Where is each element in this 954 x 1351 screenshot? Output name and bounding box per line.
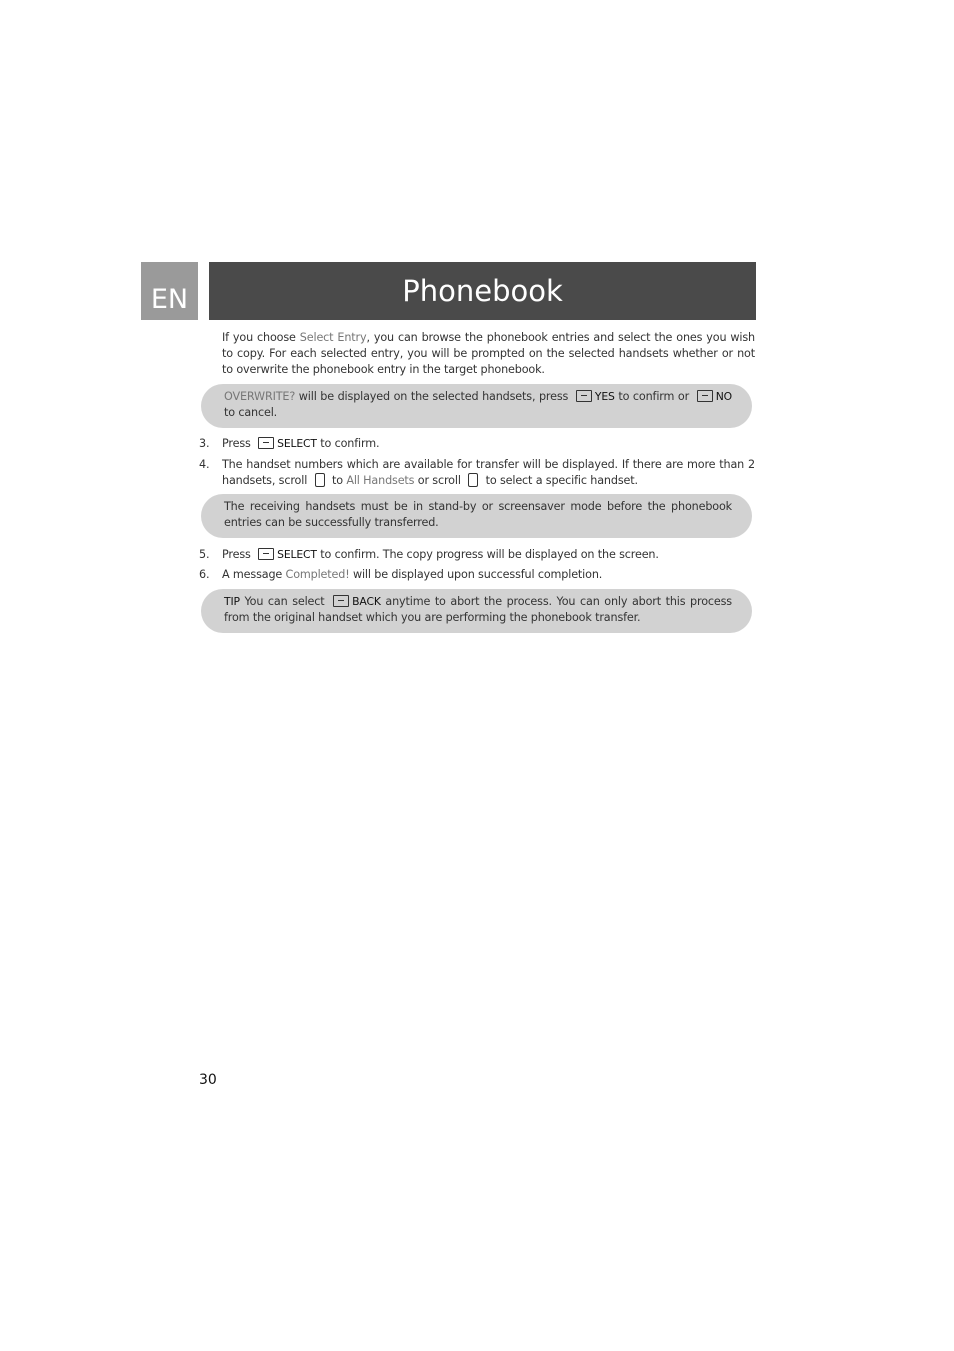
all-handsets-term: All Handsets bbox=[346, 474, 415, 487]
step-number: 5. bbox=[199, 548, 210, 561]
tip-text: anytime to abort the process. You can only abort this process from the original handset which you are performing the phonebook transfer. bbox=[224, 595, 732, 624]
step-text: will be displayed upon successful completion. bbox=[349, 568, 603, 581]
overwrite-term: OVERWRITE? bbox=[224, 390, 296, 403]
language-label: EN bbox=[150, 284, 189, 315]
yes-key-label: YES bbox=[594, 390, 615, 403]
note-text: to cancel. bbox=[224, 406, 278, 419]
step-text: A message bbox=[222, 568, 286, 581]
step-4 bbox=[199, 457, 755, 491]
step-body bbox=[222, 547, 755, 563]
navigation-key-icon bbox=[315, 473, 325, 487]
overwrite-note bbox=[201, 384, 752, 428]
step-text: Press bbox=[222, 548, 255, 561]
step-text: The handset numbers which are available for transfer will be displayed. If there are more than 2 handsets, scroll bbox=[222, 458, 755, 487]
step-text: or scroll bbox=[414, 474, 465, 487]
step-text: to confirm. The copy progress will be displayed on the screen. bbox=[316, 548, 659, 561]
tip-note bbox=[201, 589, 752, 633]
page-title: Phonebook bbox=[402, 274, 563, 308]
note-text: to confirm or bbox=[614, 390, 693, 403]
completed-term: Completed! bbox=[285, 568, 350, 581]
select-key-label: SELECT bbox=[277, 437, 317, 450]
tip-label: TIP bbox=[224, 595, 240, 608]
intro-paragraph bbox=[222, 330, 755, 378]
step-number: 4. bbox=[199, 458, 210, 471]
intro-text-start: If you choose bbox=[222, 331, 300, 344]
no-key-label: NO bbox=[715, 390, 732, 403]
step-body bbox=[222, 567, 755, 583]
soft-key-icon bbox=[697, 390, 713, 402]
language-tab bbox=[141, 262, 198, 320]
step-text: to bbox=[328, 474, 347, 487]
step-text: to select a specific handset. bbox=[482, 474, 638, 487]
tip-text: You can select bbox=[239, 595, 330, 608]
step-number: 3. bbox=[199, 437, 210, 450]
page-title-bar bbox=[209, 262, 756, 320]
soft-key-icon bbox=[258, 548, 274, 560]
step-text: to confirm. bbox=[316, 437, 380, 450]
standby-note bbox=[201, 494, 752, 538]
page-number: 30 bbox=[199, 1072, 217, 1088]
step-body bbox=[222, 457, 755, 489]
select-key-label: SELECT bbox=[277, 548, 317, 561]
back-key-label: BACK bbox=[352, 595, 381, 608]
intro-text-end: , you can browse the phonebook entries and select the ones you wish to copy. For each selected entry, you will be prompted on the selected handsets whether or not to overwrite the phonebook entry in the target phonebook. bbox=[222, 331, 755, 376]
soft-key-icon bbox=[576, 390, 592, 402]
step-text: Press bbox=[222, 437, 255, 450]
step-number: 6. bbox=[199, 568, 210, 581]
select-entry-term: Select Entry bbox=[299, 331, 367, 344]
soft-key-icon bbox=[333, 595, 349, 607]
navigation-key-icon bbox=[468, 473, 478, 487]
soft-key-icon bbox=[258, 437, 274, 449]
note-text: The receiving handsets must be in stand-by or screensaver mode before the phonebook entries can be successfully transferred. bbox=[224, 500, 732, 529]
step-body bbox=[222, 436, 755, 452]
note-text: will be displayed on the selected handsets, press bbox=[295, 390, 572, 403]
